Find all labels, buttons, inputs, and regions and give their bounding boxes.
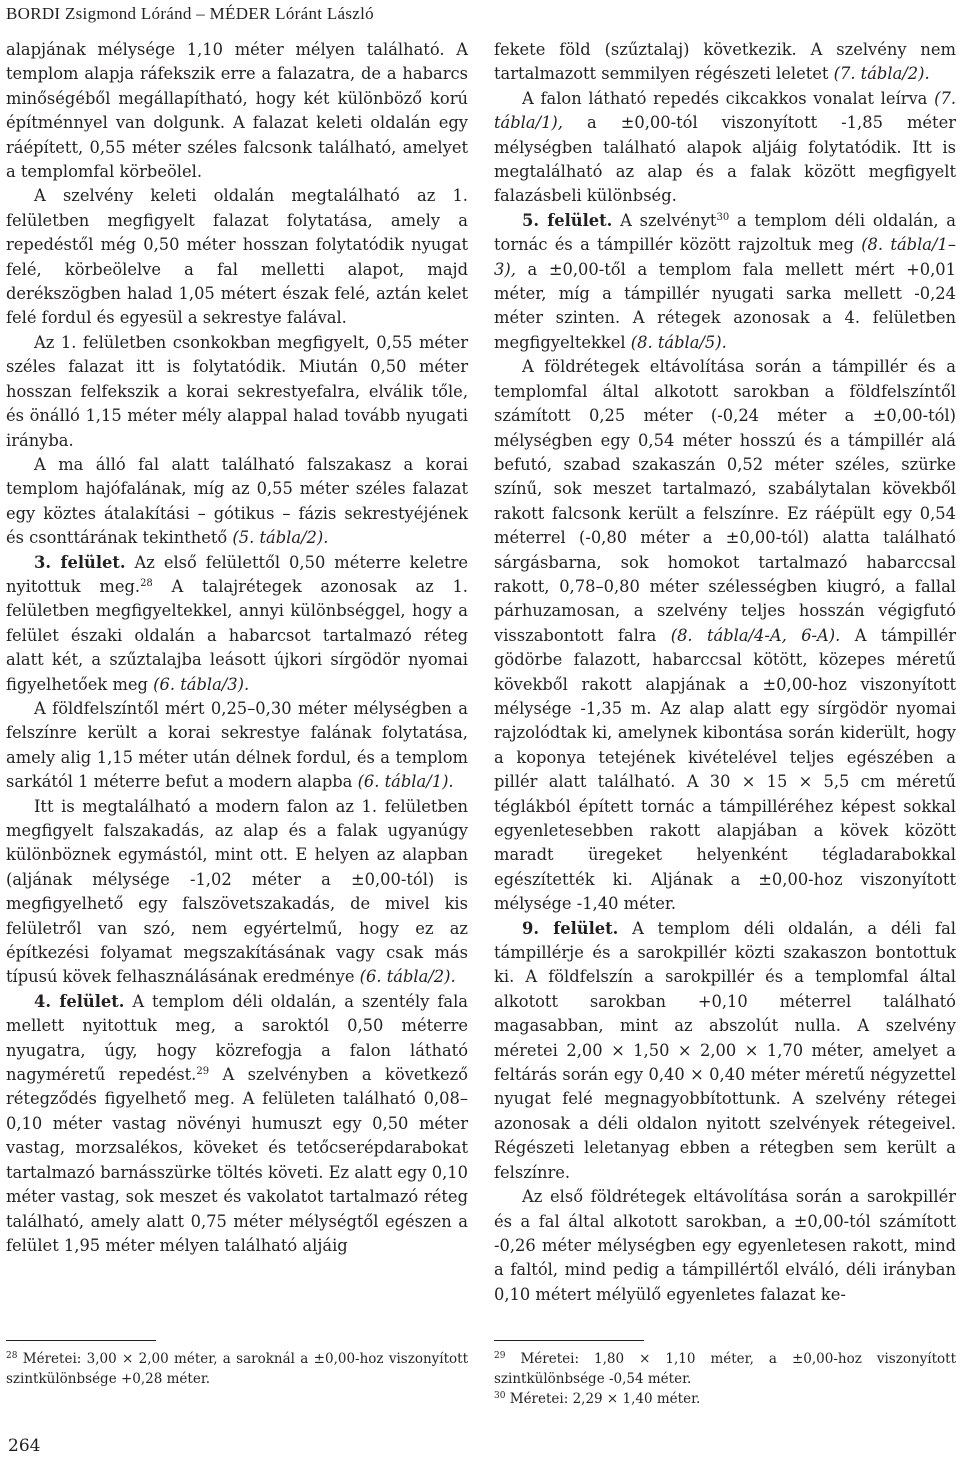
- plate-reference: (7. tábla/1),: [494, 88, 956, 133]
- paragraph-text: a templom déli oldalán, a tornác és a támpillér között rajzoltuk meg: [494, 210, 956, 255]
- section-label: 4. felület.: [34, 991, 125, 1011]
- paragraph: [494, 355, 956, 916]
- paragraph-text: A földfelszíntől mért 0,25–0,30 méter mélységben a felszínre került a korai sekrestye falának folytatása, amely alig 1,15 méter után délnek fordul, és a templom sarkától 1 méterre befut a modern alapba: [6, 698, 468, 792]
- footnote-number: 30: [494, 1391, 506, 1401]
- footnote-divider: [6, 1340, 156, 1341]
- paragraph: [494, 917, 956, 1185]
- footnote-marker: 29: [196, 1066, 210, 1078]
- paragraph: [6, 990, 468, 1258]
- footnote-marker: 30: [716, 211, 730, 223]
- page-number: 264: [8, 1436, 41, 1456]
- paragraph: A szelvény keleti oldalán megtalálható az 1. felületben megfigyelt falazat folytatása, amely a repedéstől még 0,50 méter hosszan folytatódik nyugat felé, körbeölelve a fal melletti alapot, majd derékszögben halad 1,05 métert észak felé, aztán kelet felé fordul és egyesül a sekrestye falával.: [6, 186, 468, 328]
- section-label: 5. felület.: [522, 210, 613, 230]
- footnote-28: [6, 1350, 468, 1389]
- paragraph-text: A földrétegek eltávolítása során a támpillér és a templomfal által alkotott sarokban a földfelszíntől számított 0,25 méter (-0,24 méter a ±0,00-tól) mélységben egy 0,54 méter hosszú és a támpillér alá befutó, szabad szakaszán 0,52 méter széles, szürke színű, sok meszet tartalmazó, szabálytalan kövekből rakott falcsonk került a felszínre. Ez ráépült egy 0,54 méterrel (-0,80 méter a ±0,00-tól) alatta található sárgásbarna, sok homokot tartalmazó habarccsal rakott, 0,78–0,80 méter szélességben kiugró, a fallal párhuzamosan, a szelvény teljes hosszán végigfutó visszabontott falra: [494, 357, 956, 645]
- paragraph-text: a ±0,00-tól viszonyított -1,85 méter mélységben található alapok aljáig folytatódik. Itt is megtalálható az alap és a falak között megfigyelt falazásbeli különbség.: [494, 113, 956, 206]
- paragraph: [6, 795, 468, 990]
- paragraph: Az első földrétegek eltávolítása során a sarokpillér és a fal által alkotott sarokban, a ±0,00-tól számított -0,26 méter mélységben egy egyenletesen rakott, mind a faltól, mind pedig a támpillértől elváló, déli irányban 0,10 métert mélyülő egyenletes falazat ke-: [494, 1187, 956, 1304]
- plate-reference: (8. tábla/1–3),: [494, 235, 956, 279]
- paragraph: [6, 453, 468, 551]
- plate-reference: (5. tábla/2).: [232, 528, 329, 548]
- paragraph-text: A ma álló fal alatt található falszakasz a korai templom hajófalának, míg az 0,55 méter széles falazat egy köztes átalakítási – gótikus – fázis sekrestyéjének és csonttárának tekinthető: [6, 454, 468, 548]
- footnote-number: 29: [494, 1351, 506, 1361]
- paragraph-text: fekete föld (szűztalaj) következik. A szelvény nem tartalmazott semmilyen régészeti leletet: [494, 40, 956, 84]
- paragraph: [494, 38, 956, 87]
- plate-reference: (8. tábla/4-A, 6-A).: [670, 625, 841, 645]
- footnote-text: Méretei: 3,00 × 2,00 méter, a saroknál a ±0,00-hoz viszonyított szintkülönbsége +0,28 méter.: [6, 1351, 469, 1387]
- paragraph: [6, 697, 468, 795]
- plate-reference: (6. tábla/3).: [153, 674, 250, 694]
- footnote-divider: [494, 1340, 644, 1341]
- paragraph-text: A szelvényt: [620, 210, 717, 230]
- section-label: 9. felület.: [522, 918, 619, 938]
- footnote-29: [494, 1350, 956, 1389]
- paragraph-text: A támpillér gödörbe falazott, habarccsal kötött, közepes méretű kövekből rakott alapjának a ±0,00-hoz viszonyított mélysége -1,35 m. Az alap alatt egy sírgödör nyomai rajzolódtak ki, amelynek kibontása során kiderült, hogy a koponya tetejének kivételével teljes egészében a pillér alatt található. A 30 × 15 × 5,5 cm méretű téglákból épített tornác a támpilléréhez képest sokkal egyenletesebben rakott alapjában a kövek között maradt üregeket helyenként tégladarabokkal egészítették ki. Aljának a ±0,00-hoz viszonyított mélysége -1,40 méter.: [494, 625, 956, 914]
- paragraph-text: A talajrétegek azonosak az 1. felületben megfigyeltekkel, annyi különbséggel, hogy a felület északi oldalán a habarcsot tartalmazó réteg alatt két, a szűztalajba leásott újkori sírgödör nyomai figyelhetőek meg: [6, 576, 468, 694]
- plate-reference: (6. tábla/1).: [357, 772, 454, 792]
- footnote-text: Méretei: 1,80 × 1,10 méter, a ±0,00-hoz viszonyított szintkülönbsége -0,54 méter.: [494, 1351, 956, 1387]
- plate-reference: (6. tábla/2).: [359, 967, 456, 987]
- right-column: [494, 38, 956, 1307]
- paragraph-text: Az első felülettől 0,50 méterre keletre nyitottuk meg.: [6, 552, 468, 596]
- paragraph: [494, 87, 956, 209]
- paragraph: Az 1. felületben csonkokban megfigyelt, 0,55 méter széles falazat itt is folytatódik. Miután 0,50 méter hosszan felfekszik a korai sekrestyefalra, elválik tőle, és önálló 1,15 méter mély alappal halad tovább nyugati irányba.: [6, 332, 468, 450]
- footnote-text: Méretei: 2,29 × 1,40 méter.: [509, 1391, 701, 1407]
- footnote-marker: 28: [140, 577, 153, 589]
- paragraph-text: a ±0,00-től a templom fala mellett mért +0,01 méter, míg a támpillér nyugati sarka mellett -0,24 méter szinten. A rétegek azonosak a 4. felületben megfigyeltekkel: [494, 259, 956, 352]
- left-column: [6, 38, 468, 1258]
- paragraph: [6, 551, 468, 697]
- paragraph-text: A szelvényben a következő rétegződés figyelhető meg. A felületen található 0,08–0,10 méter vastag növényi humuszt egy 0,50 méter vastag, morzsalékos, köveket és tetőcserépdarabokat tartalmazó barnásszürke töltés követi. Ez alatt egy 0,10 méter vastag, sok meszet és vakolatot tartalmazó réteg található, amely alatt 0,75 méter mélységtől egészen a felület 1,95 méter mélyen található aljáig: [6, 1065, 468, 1255]
- paragraph-text: Itt is megtalálható a modern falon az 1. felületben megfigyelt falszakadás, az alap és a falak ugyanúgy különböznek egymástól, mint ott. E helyen az alapban (aljának mélysége -1,02 méter a ±0,00-tól) is megfigyelhető egy falszövetszakadás, de mivel kis felületről van szó, nem egyértelmű, hogy ez az építkezési folyamat megszakításának vagy csak más típusú kövek felhasználásának eredménye: [6, 796, 468, 987]
- plate-reference: (7. tábla/2).: [833, 64, 930, 84]
- paragraph-text: A falon látható repedés cikcakkos vonalat leírva: [522, 88, 928, 108]
- plate-reference: (8. tábla/5).: [630, 332, 727, 352]
- paragraph: [494, 209, 956, 355]
- paragraph-text: A templom déli oldalán, a szentély fala mellett nyitottuk meg, a saroktól 0,50 méterre nyugatra, úgy, hogy közrefogja a falon látható nagyméretű repedést.: [6, 991, 468, 1085]
- paragraph: alapjának mélysége 1,10 méter mélyen található. A templom alapja ráfekszik erre a falazatra, de a habarcs minőségéből megállapítható, hogy két különböző korú építménnyel van dolgunk. A falazat keleti oldalán egy ráépített, 0,55 méter széles falcsonk található, amelyet a templomfal körbeölel.: [6, 40, 468, 182]
- running-head: BORDI Zsigmond Lóránd – MÉDER Lóránt László: [6, 4, 374, 23]
- footnote-30: [494, 1390, 956, 1410]
- paragraph-text: A templom déli oldalán, a déli fal támpillérje és a sarokpillér közti szakaszon bontottuk ki. A földfelszín a sarokpillér és a templomfal által alkotott sarokban +0,10 méterrel található magasabban, mint az abszolút nulla. A szelvény méretei 2,00 × 1,50 × 2,00 × 1,70 méter, amelyet a feltárás során egy 0,40 × 0,40 méter méretű négyzettel nyugat felé megnagyobbítottunk. A szelvény rétegei azonosak a déli oldalon nyitott szelvények rétegeivel. Régészeti leletanyag ebben a rétegben sem került a felszínre.: [494, 918, 956, 1182]
- section-label: 3. felület.: [34, 552, 126, 572]
- footnote-number: 28: [6, 1351, 18, 1361]
